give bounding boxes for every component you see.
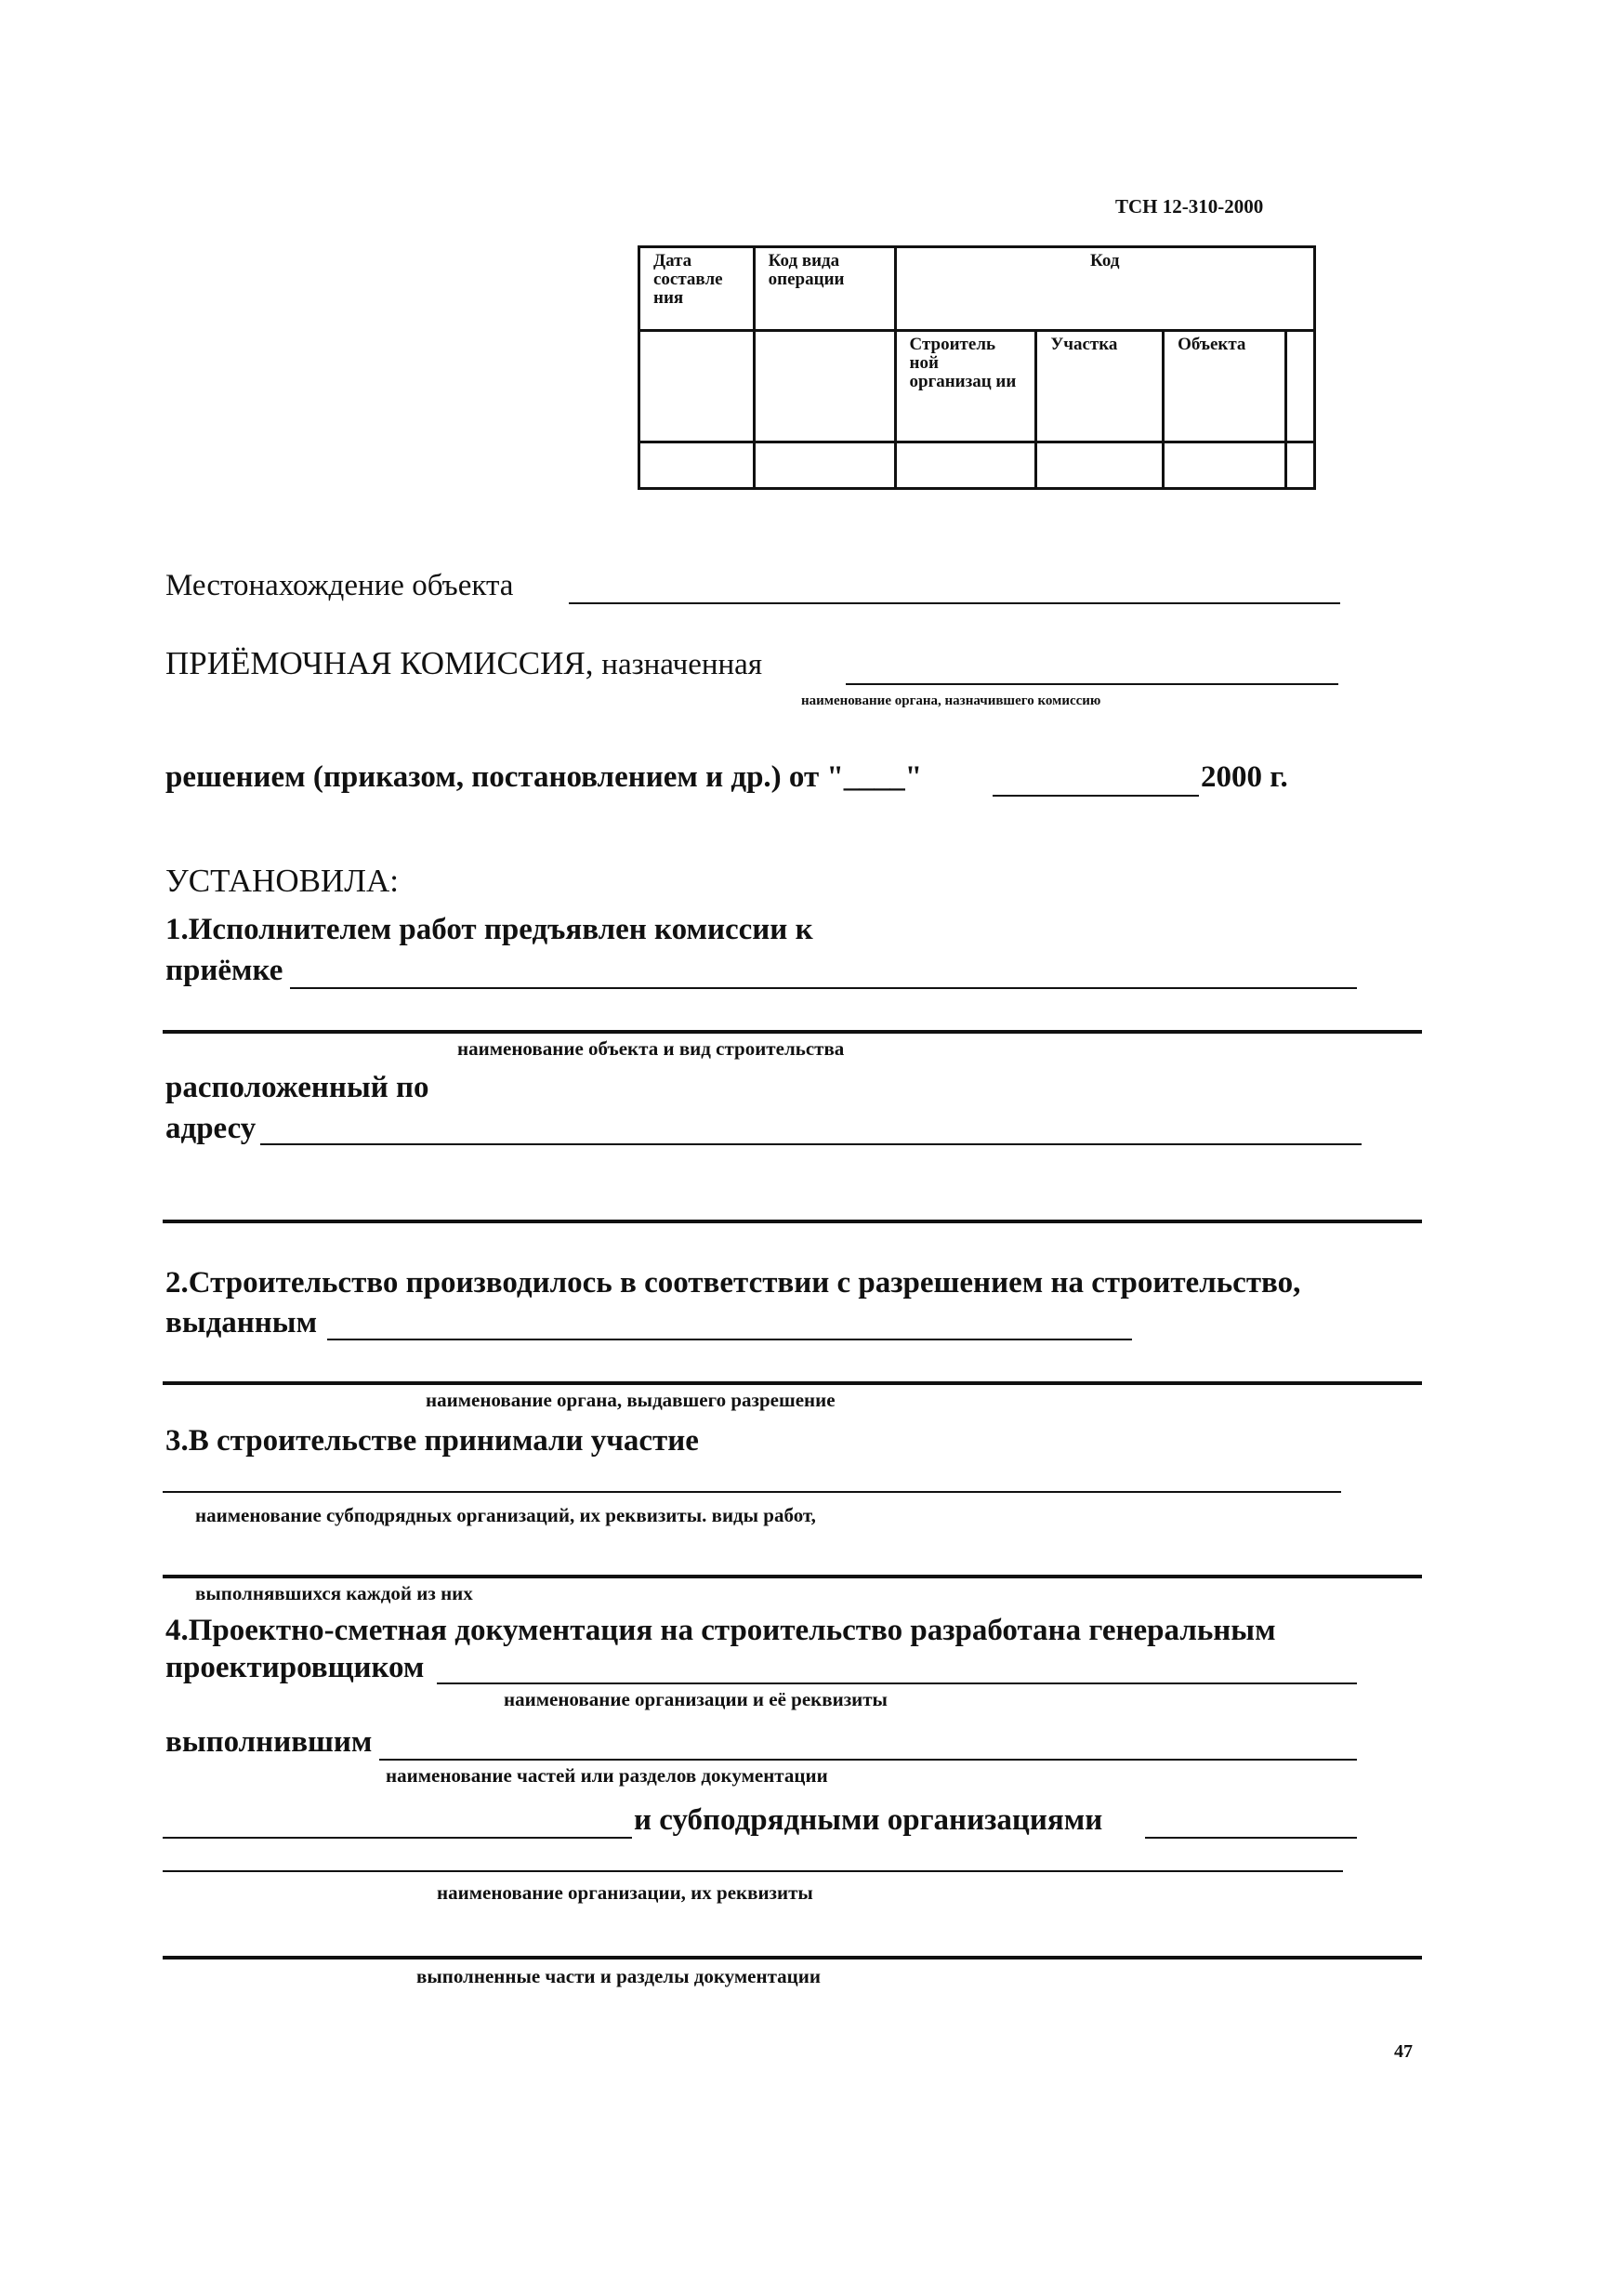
sub-col-organization: Строитель ной организац ии bbox=[895, 331, 1036, 442]
cell-empty bbox=[639, 331, 755, 442]
p1-field-2[interactable] bbox=[163, 1030, 1422, 1034]
p1-location-2: адресу bbox=[165, 1112, 257, 1145]
performed-field[interactable] bbox=[379, 1759, 1357, 1761]
p2-line2: выданным bbox=[165, 1306, 318, 1339]
address-field[interactable] bbox=[260, 1143, 1362, 1145]
cell-empty bbox=[754, 331, 895, 442]
caption-parts: наименование частей или разделов документации bbox=[386, 1764, 828, 1787]
caption-organization-2: наименование организации, их реквизиты bbox=[437, 1881, 813, 1904]
caption-organization: наименование организации и её реквизиты bbox=[504, 1688, 888, 1710]
col-date: Дата составле ния bbox=[639, 247, 755, 331]
p4-line2: проектировщиком bbox=[165, 1651, 425, 1684]
decision-year: 2000 г. bbox=[1201, 760, 1288, 794]
appointing-body-field[interactable] bbox=[846, 683, 1338, 685]
decision-month-field[interactable] bbox=[993, 795, 1199, 797]
caption-appointing-body: наименование органа, назначившего комиссию bbox=[801, 693, 1101, 708]
p1-line2: приёмке bbox=[165, 954, 283, 987]
general-designer-field[interactable] bbox=[437, 1682, 1357, 1684]
p1-location-1: расположенный по bbox=[165, 1071, 429, 1104]
cell-empty[interactable] bbox=[895, 442, 1036, 489]
commission-title bbox=[165, 645, 762, 682]
caption-sections: выполненные части и разделы документации bbox=[416, 1965, 821, 1987]
p2-line1: 2.Строительство производилось в соответствии с разрешением на строительство, bbox=[165, 1266, 1301, 1300]
parts-field[interactable] bbox=[163, 1837, 632, 1839]
sections-field[interactable] bbox=[163, 1956, 1422, 1960]
participants-field-2[interactable] bbox=[163, 1575, 1422, 1578]
p4-line1: 4.Проектно-сметная документация на строительство разработана генеральным bbox=[165, 1614, 1276, 1647]
cell-empty[interactable] bbox=[639, 442, 755, 489]
subcontractors-field[interactable] bbox=[1145, 1837, 1357, 1839]
p4-subcontractors: и субподрядными организациями bbox=[634, 1803, 1103, 1837]
p1-line1: 1.Исполнителем работ предъявлен комиссии к bbox=[165, 913, 813, 946]
decision-text: решением (приказом, постановлением и др.) от bbox=[165, 760, 820, 794]
caption-subcontractors: наименование субподрядных организаций, их реквизиты. виды работ, bbox=[195, 1504, 816, 1526]
sub-col-section: Участка bbox=[1036, 331, 1164, 442]
issuer-field-2[interactable] bbox=[163, 1381, 1422, 1385]
cell-empty[interactable] bbox=[1285, 442, 1314, 489]
address-field-2[interactable] bbox=[163, 1220, 1422, 1223]
caption-object: наименование объекта и вид строительства bbox=[457, 1037, 845, 1060]
participants-field-1[interactable] bbox=[163, 1491, 1341, 1493]
commission-title-text: ПРИЁМОЧНАЯ КОМИССИЯ, bbox=[165, 645, 594, 681]
cell-empty bbox=[1285, 331, 1314, 442]
established-heading: УСТАНОВИЛА: bbox=[165, 863, 399, 899]
cell-empty[interactable] bbox=[1164, 442, 1286, 489]
cell-empty[interactable] bbox=[754, 442, 895, 489]
location-label: Местонахождение объекта bbox=[165, 569, 514, 602]
page-number: 47 bbox=[1394, 2041, 1413, 2062]
caption-issuer: наименование органа, выдавшего разрешение bbox=[426, 1389, 836, 1411]
col-code: Код bbox=[895, 247, 1315, 331]
p1-field-1[interactable] bbox=[290, 987, 1357, 989]
cell-empty[interactable] bbox=[1036, 442, 1164, 489]
subcontractors-field-2[interactable] bbox=[163, 1870, 1343, 1872]
col-operation-code: Код вида операции bbox=[754, 247, 895, 331]
issuer-field[interactable] bbox=[327, 1339, 1132, 1340]
document-code: ТСН 12-310-2000 bbox=[1115, 195, 1264, 218]
code-table bbox=[638, 245, 1316, 490]
p3-line1: 3.В строительстве принимали участие bbox=[165, 1424, 699, 1458]
decision-line bbox=[165, 760, 922, 795]
commission-appointed: назначенная bbox=[601, 648, 762, 681]
decision-day-field[interactable]: "____" bbox=[826, 760, 923, 794]
sub-col-object: Объекта bbox=[1164, 331, 1286, 442]
p4-line3: выполнившим bbox=[165, 1725, 373, 1759]
location-field[interactable] bbox=[569, 602, 1340, 604]
caption-each: выполнявшихся каждой из них bbox=[195, 1582, 473, 1604]
